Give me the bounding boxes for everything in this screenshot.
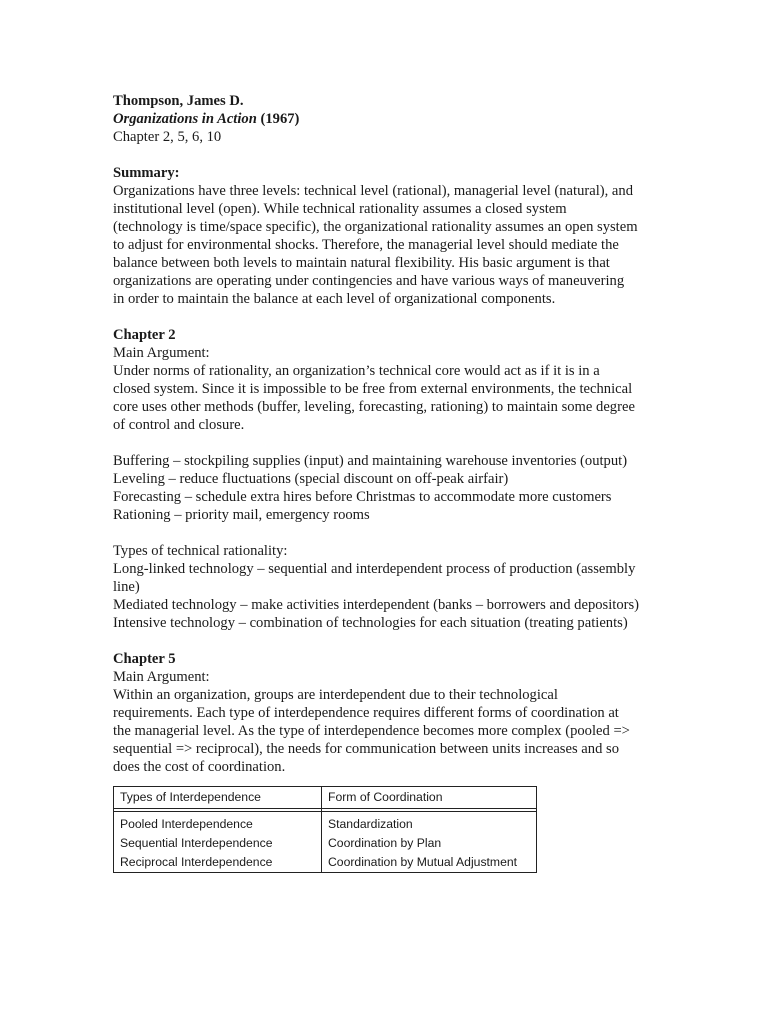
argument-line: does the cost of coordination.: [113, 759, 286, 775]
summary-line: in order to maintain the balance at each level of organizational components.: [113, 291, 556, 307]
summary-line: balance between both levels to maintain natural flexibility. His basic argument is that: [113, 255, 610, 271]
summary-line: Organizations have three levels: technical level (rational), managerial level (natural), and: [113, 183, 634, 199]
argument-line: the managerial level. As the type of interdependence becomes more complex (pooled =>: [113, 723, 630, 739]
summary-heading: Summary:: [113, 165, 180, 181]
chapter-5-main-argument-label: Main Argument:: [113, 669, 210, 685]
table-cell: Sequential Interdependence: [114, 834, 322, 853]
type-long-linked: Long-linked technology – sequential and interdependent process of production (assembly line): [113, 561, 636, 595]
summary-line: organizations are operating under contingencies and have various ways of maneuvering: [113, 273, 625, 289]
summary-line: institutional level (open). While technical rationality assumes a closed system: [113, 201, 567, 217]
table-cell: Coordination by Mutual Adjustment: [322, 853, 537, 873]
argument-line: core uses other methods (buffer, leveling, forecasting, rationing) to maintain some degree: [113, 399, 635, 415]
table-header-cell: Types of Interdependence: [114, 787, 322, 809]
chapter-2-argument: [113, 362, 658, 434]
chapter-2-main-argument-label: Main Argument:: [113, 345, 210, 361]
table-cell: Pooled Interdependence: [114, 812, 322, 835]
method-buffering: Buffering – stockpiling supplies (input) and maintaining warehouse inventories (output): [113, 453, 628, 469]
book-year: (1967): [260, 111, 300, 127]
argument-line: sequential => reciprocal), the needs for communication between units increases and so: [113, 741, 619, 757]
book-title: Organizations in Action: [113, 111, 257, 127]
interdependence-table: [113, 786, 537, 873]
table-header-cell: Form of Coordination: [322, 787, 537, 809]
summary-line: to adjust for environmental shocks. Therefore, the managerial level should mediate the: [113, 237, 619, 253]
argument-line: closed system. Since it is impossible to be free from external environments, the technical: [113, 381, 633, 397]
table-header-row: [114, 787, 537, 809]
type-intensive: Intensive technology – combination of technologies for each situation (treating patients): [113, 615, 628, 631]
argument-line: of control and closure.: [113, 417, 245, 433]
chapters-covered: Chapter 2, 5, 6, 10: [113, 129, 222, 145]
method-forecasting: Forecasting – schedule extra hires before Christmas to accommodate more customers: [113, 489, 612, 505]
book-citation: [113, 110, 658, 128]
argument-line: Under norms of rationality, an organization’s technical core would act as if it is in a: [113, 363, 600, 379]
table-cell: Coordination by Plan: [322, 834, 537, 853]
technical-rationality-types-label: Types of technical rationality:: [113, 543, 288, 559]
chapter-2-heading: Chapter 2: [113, 327, 176, 343]
document-page: [113, 92, 658, 873]
author-name: Thompson, James D.: [113, 93, 244, 109]
method-rationing: Rationing – priority mail, emergency rooms: [113, 507, 370, 523]
table-cell: Standardization: [322, 812, 537, 835]
argument-line: requirements. Each type of interdependence requires different forms of coordination at: [113, 705, 619, 721]
summary-paragraph: [113, 182, 658, 308]
table-row: [114, 812, 537, 835]
chapter-5-heading: Chapter 5: [113, 651, 176, 667]
table-row: [114, 853, 537, 873]
chapter-5-argument: [113, 686, 658, 776]
table-row: [114, 834, 537, 853]
method-leveling: Leveling – reduce fluctuations (special discount on off-peak airfair): [113, 471, 509, 487]
summary-line: (technology is time/space specific), the organizational rationality assumes an open system: [113, 219, 638, 235]
table-cell: Reciprocal Interdependence: [114, 853, 322, 873]
argument-line: Within an organization, groups are interdependent due to their technological: [113, 687, 558, 703]
type-mediated: Mediated technology – make activities interdependent (banks – borrowers and depositors): [113, 597, 640, 613]
chapter-2-methods: [113, 452, 658, 524]
